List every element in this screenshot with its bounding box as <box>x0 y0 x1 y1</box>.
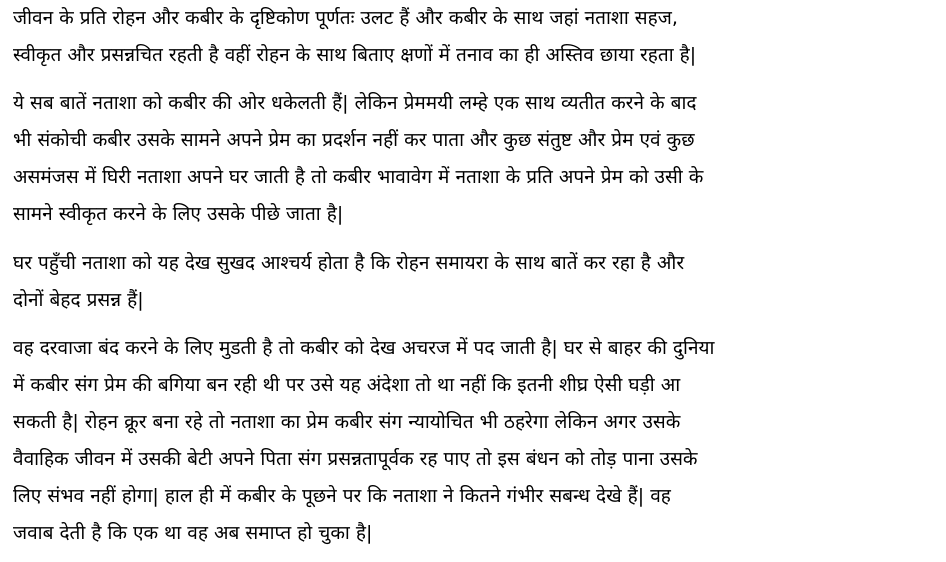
paragraph-4 <box>13 330 714 552</box>
paragraph-1 <box>13 0 696 74</box>
text-line: स्वीकृत और प्रसन्नचित रहती है वहीं रोहन के साथ बिताए क्षणों में तनाव का ही अस्तिव छाया रहता है| <box>13 44 697 66</box>
text-line: घर पहुँची नताशा को यह देख सुखद आश्चर्य होता है कि रोहन समायरा के साथ बातें कर रहा है और <box>13 252 685 274</box>
text-line: ये सब बातें नताशा को कबीर की ओर धकेलती हैं| लेकिन प्रेममयी लम्हे एक साथ व्यतीत करने के बाद <box>13 92 697 114</box>
text-line: भी संकोची कबीर उसके सामने अपने प्रेम का प्रदर्शन नहीं कर पाता और कुछ संतुष्ट और प्रेम एवं कुछ <box>13 129 695 151</box>
text-line: सामने स्वीकृत करने के लिए उसके पीछे जाता है| <box>13 203 344 225</box>
text-line: जवाब देती है कि एक था वह अब समाप्त हो चुका है| <box>13 522 373 544</box>
text-line: जीवन के प्रति रोहन और कबीर के दृष्टिकोण पूर्णतः उलट हैं और कबीर के साथ जहां नताशा सहज, <box>13 7 678 29</box>
paragraph-2 <box>13 85 703 233</box>
text-line: असमंजस में घिरी नताशा अपने घर जाती है तो कबीर भावावेग में नताशा के प्रति अपने प्रेम को उसी के <box>13 166 704 188</box>
text-line: सकती है| रोहन क्रूर बना रहे तो नताशा का प्रेम कबीर संग न्यायोचित भी ठहरेगा लेकिन अगर उसके <box>13 411 681 433</box>
text-line: लिए संभव नहीं होगा| हाल ही में कबीर के पूछने पर कि नताशा ने कितने गंभीर सबन्ध देखे हैं| वह <box>13 485 671 507</box>
text-line: वैवाहिक जीवन में उसकी बेटी अपने पिता संग प्रसन्नतापूर्वक रह पाए तो इस बंधन को तोड़ पाना उसके <box>13 448 698 470</box>
text-line: वह दरवाजा बंद करने के लिए मुडती है तो कबीर को देख अचरज में पद जाती है| घर से बाहर की दुनिया <box>13 337 715 359</box>
text-line: में कबीर संग प्रेम की बगिया बन रही थी पर उसे यह अंदेशा तो था नहीं कि इतनी शीघ्र ऐसी घड़ी आ <box>13 374 681 396</box>
text-line: दोनों बेहद प्रसन्न हैं| <box>13 289 144 311</box>
paragraph-3 <box>13 245 684 319</box>
